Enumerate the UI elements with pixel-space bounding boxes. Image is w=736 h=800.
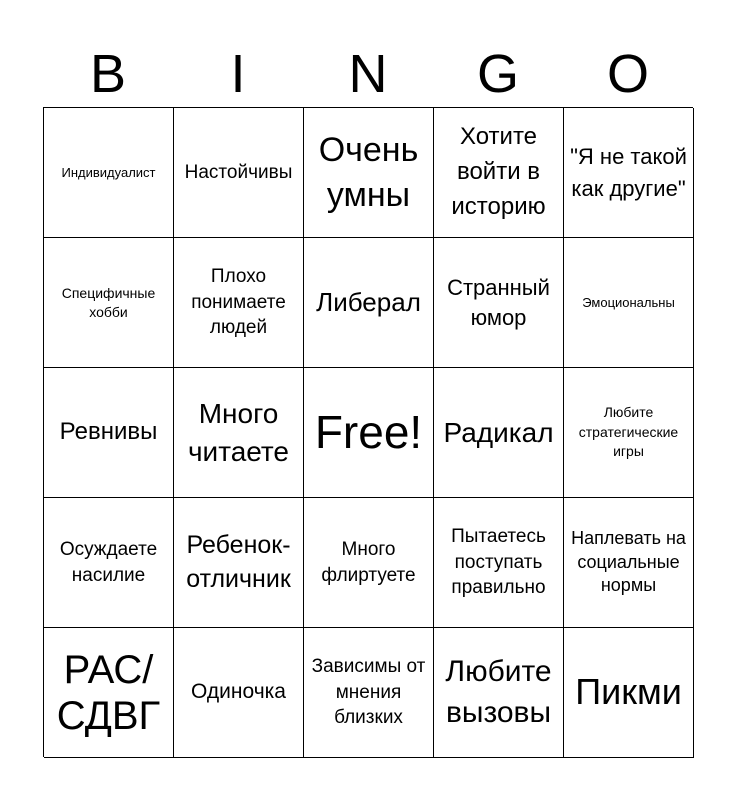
bingo-cell-r3c5[interactable]: [564, 368, 694, 498]
bingo-cell-r4c5[interactable]: [564, 498, 694, 628]
bingo-header: [43, 40, 693, 108]
cell-label: Странный юмор: [447, 274, 550, 330]
cell-label: Пикми: [575, 671, 682, 713]
bingo-cell-r3c2[interactable]: [174, 368, 304, 498]
bingo-board: [43, 107, 693, 757]
header-letter-o: O: [606, 44, 649, 104]
cell-label: Осуждаете насилие: [59, 538, 158, 586]
bingo-cell-r2c1[interactable]: [44, 238, 174, 368]
header-letter-b: B: [89, 44, 127, 104]
cell-label: Настойчивы: [184, 161, 293, 183]
cell-label: Либерал: [316, 286, 421, 317]
header-letter-i: I: [230, 44, 246, 104]
bingo-cell-r1c4[interactable]: [434, 108, 564, 238]
bingo-cell-r1c1[interactable]: [44, 108, 174, 238]
bingo-cell-r2c3[interactable]: [304, 238, 434, 368]
cell-label: Очень умны: [318, 131, 419, 214]
bingo-cell-r2c2[interactable]: [174, 238, 304, 368]
bingo-cell-r5c1[interactable]: [44, 628, 174, 758]
cell-label: Индивидуалист: [61, 164, 156, 180]
bingo-cell-r4c2[interactable]: [174, 498, 304, 628]
bingo-cell-r5c4[interactable]: [434, 628, 564, 758]
cell-label: Free!: [314, 405, 423, 458]
bingo-cell-r3c3[interactable]: [304, 368, 434, 498]
header-letter-g: G: [476, 44, 519, 104]
cell-label: "Я не такой как другие": [570, 143, 687, 201]
cell-label: Много флиртуете: [321, 538, 416, 586]
cell-label: Радикал: [443, 416, 554, 448]
cell-label: Пытаетесь поступать правильно: [451, 526, 546, 599]
bingo-cell-r5c5[interactable]: [564, 628, 694, 758]
cell-label: Наплевать на социальные нормы: [571, 528, 686, 596]
cell-label: Специфичные хобби: [61, 284, 156, 320]
header-letter-n: N: [348, 44, 388, 104]
bingo-cell-r1c2[interactable]: [174, 108, 304, 238]
bingo-cell-r1c5[interactable]: [564, 108, 694, 238]
cell-label: Хотите войти в историю: [451, 123, 546, 220]
cell-label: Зависимы от мнения близких: [311, 656, 426, 729]
cell-label: Плохо понимаете людей: [191, 266, 286, 339]
bingo-cell-r3c4[interactable]: [434, 368, 564, 498]
bingo-cell-r2c5[interactable]: [564, 238, 694, 368]
cell-label: Много читаете: [187, 397, 290, 467]
bingo-cell-r1c3[interactable]: [304, 108, 434, 238]
cell-label: Эмоциональны: [582, 294, 675, 310]
bingo-cell-r4c1[interactable]: [44, 498, 174, 628]
cell-label: Любите стратегические игры: [578, 404, 679, 460]
cell-label: Ревнивы: [59, 418, 158, 446]
bingo-cell-r3c1[interactable]: [44, 368, 174, 498]
cell-label: РАС/ СДВГ: [56, 647, 161, 738]
cell-label: Ребенок-отличник: [186, 530, 291, 593]
bingo-cell-r5c2[interactable]: [174, 628, 304, 758]
bingo-cell-r5c3[interactable]: [304, 628, 434, 758]
bingo-cell-r4c4[interactable]: [434, 498, 564, 628]
bingo-cell-r4c3[interactable]: [304, 498, 434, 628]
cell-label: Одиночка: [191, 680, 286, 704]
cell-label: Любите вызовы: [445, 655, 552, 729]
bingo-cell-r2c4[interactable]: [434, 238, 564, 368]
